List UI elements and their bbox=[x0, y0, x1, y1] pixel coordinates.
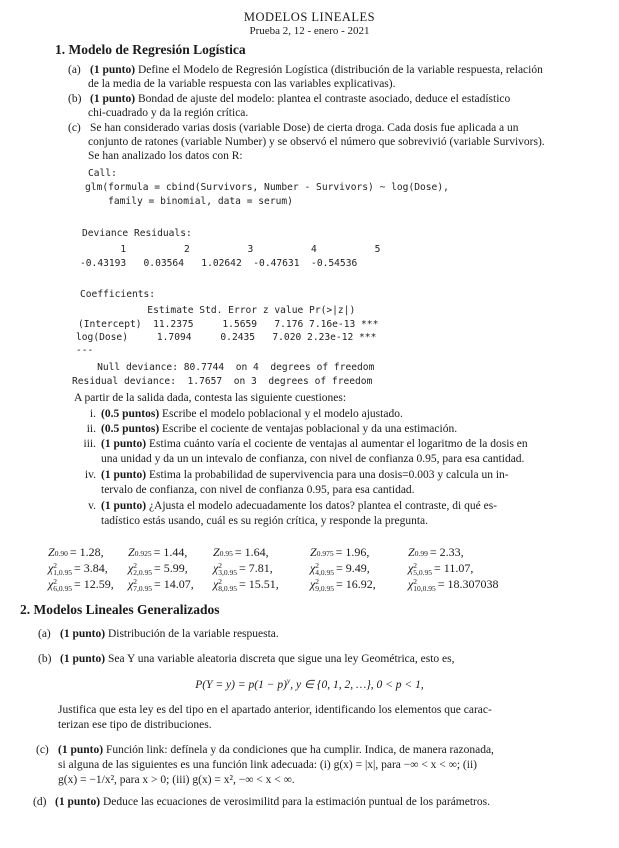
question-2b-justify: Justifica que esta ley es del tipo en el apartado anterior, identificando los elementos que carac- bbox=[58, 704, 492, 716]
r-residual-deviance: Residual deviance: 1.7657 on 3 degrees of freedom bbox=[72, 376, 373, 387]
item-label: iv. bbox=[84, 469, 96, 481]
question-iii bbox=[74, 438, 528, 451]
item-label: (b) bbox=[68, 93, 82, 105]
question-text: Escribe el cociente de ventajas poblacional y da una estimación. bbox=[162, 423, 458, 435]
quantile-superscript: 2 bbox=[133, 561, 138, 571]
formula-exponent: y bbox=[286, 676, 291, 686]
quantile-cell bbox=[310, 561, 370, 576]
document-subtitle: Prueba 2, 12 - enero - 2021 bbox=[249, 25, 370, 37]
question-v bbox=[74, 500, 497, 513]
quantile-value: = 3.84, bbox=[74, 561, 108, 575]
quantile-superscript: 2 bbox=[218, 561, 223, 571]
quantile-symbol: χ bbox=[213, 561, 219, 575]
question-text: conjunto de ratones (variable Number) y se observó el número que sobrevivió (variable Survivors). bbox=[88, 136, 545, 148]
quantile-symbol: Z bbox=[128, 545, 135, 559]
question-1a bbox=[68, 64, 543, 77]
quantile-cell bbox=[310, 545, 369, 560]
quantile-cell bbox=[48, 577, 114, 592]
question-text: Estima la probabilidad de supervivencia para una dosis=0.003 y calcula un in- bbox=[148, 469, 509, 481]
r-coef-separator: --- bbox=[76, 345, 94, 356]
quantile-value: = 1.96, bbox=[335, 545, 370, 559]
question-ii bbox=[74, 423, 457, 436]
item-label: i. bbox=[89, 408, 96, 420]
quantile-row bbox=[48, 545, 578, 561]
quantile-subscript: 0.975 bbox=[316, 548, 334, 558]
quantile-subscript: 10,0.95 bbox=[413, 584, 436, 594]
quantile-cell bbox=[213, 561, 273, 576]
quantile-cell bbox=[128, 545, 187, 560]
document-title: MODELOS LINEALES bbox=[243, 10, 376, 24]
question-text: ¿Ajusta el modelo adecuadamente los datos? plantea el contraste, di qué es- bbox=[148, 500, 497, 512]
question-iv bbox=[74, 469, 509, 482]
quantile-value: = 2.33, bbox=[429, 545, 464, 559]
questions-intro: A partir de la salida dada, contesta las siguiente cuestiones: bbox=[74, 392, 347, 404]
quantile-symbol: χ bbox=[213, 577, 219, 591]
quantile-cell bbox=[310, 577, 376, 592]
quantile-cell bbox=[48, 545, 104, 560]
question-text: tervalo de confianza, con nivel de confianza 0.95, para esa cantidad. bbox=[101, 484, 415, 496]
question-2a bbox=[38, 628, 279, 641]
points: (1 punto) bbox=[58, 744, 104, 756]
item-label: (c) bbox=[36, 744, 49, 756]
quantile-symbol: χ bbox=[408, 561, 414, 575]
r-coef-header: Estimate Std. Error z value Pr(>|z|) bbox=[78, 305, 356, 316]
question-text: Escribe el modelo poblacional y el modelo ajustado. bbox=[162, 408, 403, 420]
quantile-symbol: χ bbox=[48, 577, 54, 591]
item-label: ii. bbox=[86, 423, 96, 435]
quantile-subscript: 9,0.95 bbox=[315, 584, 335, 594]
quantile-cell bbox=[408, 577, 499, 592]
question-text: g(x) = −1/x², para x > 0; (iii) g(x) = x², −∞ < x < ∞. bbox=[58, 774, 295, 786]
quantile-superscript: 2 bbox=[413, 561, 418, 571]
section-1-heading bbox=[55, 42, 246, 58]
r-coef-row: (Intercept) 11.2375 1.5659 7.176 7.16e-13 *** bbox=[78, 319, 379, 330]
item-label: (d) bbox=[33, 796, 47, 808]
points: (1 punto) bbox=[60, 653, 106, 665]
quantile-superscript: 2 bbox=[413, 577, 418, 587]
quantile-table bbox=[48, 545, 578, 593]
item-label: iii. bbox=[83, 438, 96, 450]
quantile-subscript: 4,0.95 bbox=[315, 568, 335, 578]
r-null-deviance: Null deviance: 80.7744 on 4 degrees of freedom bbox=[74, 362, 375, 373]
item-label: (a) bbox=[38, 628, 51, 640]
question-2c bbox=[36, 744, 494, 757]
quantile-value: = 11.07, bbox=[434, 561, 474, 575]
quantile-row bbox=[48, 561, 578, 577]
quantile-symbol: χ bbox=[128, 577, 134, 591]
quantile-superscript: 2 bbox=[133, 577, 138, 587]
quantile-cell bbox=[408, 561, 473, 576]
points: (1 punto) bbox=[60, 628, 106, 640]
quantile-symbol: Z bbox=[408, 545, 415, 559]
r-call-line: glm(formula = cbind(Survivors, Number - Survivors) ~ log(Dose), bbox=[85, 182, 449, 193]
quantile-value: = 1.28, bbox=[69, 545, 104, 559]
section-title: Modelos Lineales Generalizados bbox=[33, 602, 220, 617]
points: (1 punto) bbox=[101, 469, 147, 481]
question-text: Deduce las ecuaciones de verosimilitd para la estimación puntual de los parámetros. bbox=[102, 796, 490, 808]
question-i bbox=[74, 408, 403, 421]
quantile-superscript: 2 bbox=[315, 577, 320, 587]
quantile-subscript: 0.99 bbox=[414, 548, 428, 558]
r-residuals-values: -0.43193 0.03564 1.02642 -0.47631 -0.54536 bbox=[80, 258, 358, 269]
quantile-subscript: 0.95 bbox=[219, 548, 233, 558]
question-text: Bondad de ajuste del modelo: plantea el contraste asociado, deduce el estadístico bbox=[137, 93, 511, 105]
quantile-subscript: 1,0.95 bbox=[53, 568, 73, 578]
quantile-subscript: 0.925 bbox=[134, 548, 152, 558]
quantile-row bbox=[48, 577, 578, 593]
r-residuals-label: Deviance Residuals: bbox=[82, 228, 192, 239]
quantile-value: = 5.99, bbox=[154, 561, 188, 575]
quantile-cell bbox=[48, 561, 108, 576]
question-1c bbox=[68, 122, 519, 135]
item-label: v. bbox=[88, 500, 96, 512]
quantile-superscript: 2 bbox=[218, 577, 223, 587]
section-number: 2. bbox=[20, 602, 31, 617]
r-call-line: family = binomial, data = serum) bbox=[85, 196, 293, 207]
item-label: (a) bbox=[68, 64, 81, 76]
quantile-value: = 7.81, bbox=[239, 561, 273, 575]
quantile-cell bbox=[213, 545, 269, 560]
points: (1 punto) bbox=[101, 438, 147, 450]
r-residuals-header: 1 2 3 4 5 bbox=[80, 244, 381, 255]
formula-lhs: P(Y = y) = p(1 − p) bbox=[195, 679, 287, 691]
r-coefficients-label: Coefficients: bbox=[80, 289, 156, 300]
quantile-value: = 16.92, bbox=[336, 577, 376, 591]
question-text: de la media de la variable respuesta con las variables explicativas). bbox=[88, 78, 396, 90]
question-2b bbox=[38, 653, 455, 666]
question-text: terizan ese tipo de distribuciones. bbox=[58, 719, 212, 731]
r-call-label: Call: bbox=[88, 168, 117, 179]
quantile-subscript: 7,0.95 bbox=[133, 584, 153, 594]
question-text: Función link: defínela y da condiciones que ha cumplir. Indica, de manera razonada, bbox=[105, 744, 494, 756]
quantile-symbol: χ bbox=[310, 561, 316, 575]
quantile-value: = 9.49, bbox=[336, 561, 370, 575]
question-1b bbox=[68, 93, 510, 106]
question-text: si alguna de las siguientes es una función link adecuada: (i) g(x) = |x|, para −∞ < x < ∞; (ii) bbox=[58, 759, 477, 771]
quantile-symbol: Z bbox=[310, 545, 317, 559]
item-label: (b) bbox=[38, 653, 52, 665]
question-text: una unidad y da un un intevalo de confianza, con nivel de confianza 0.95, para esa cantidad. bbox=[101, 453, 525, 465]
quantile-symbol: χ bbox=[128, 561, 134, 575]
quantile-symbol: χ bbox=[310, 577, 316, 591]
quantile-cell bbox=[128, 577, 194, 592]
quantile-symbol: Z bbox=[48, 545, 55, 559]
quantile-value: = 14.07, bbox=[154, 577, 194, 591]
quantile-superscript: 2 bbox=[53, 577, 58, 587]
points: (1 punto) bbox=[55, 796, 101, 808]
points: (0.5 puntos) bbox=[101, 408, 160, 420]
quantile-subscript: 3,0.95 bbox=[218, 568, 238, 578]
question-text: Define el Modelo de Regresión Logística (distribución de la variable respuesta, relación bbox=[137, 64, 543, 76]
quantile-subscript: 6,0.95 bbox=[53, 584, 73, 594]
quantile-subscript: 2,0.95 bbox=[133, 568, 153, 578]
section-title: Modelo de Regresión Logística bbox=[68, 42, 246, 57]
quantile-superscript: 2 bbox=[53, 561, 58, 571]
question-text: Distribución de la variable respuesta. bbox=[107, 628, 279, 640]
question-text: Sea Y una variable aleatoria discreta que sigue una ley Geométrica, esto es, bbox=[107, 653, 455, 665]
geometric-formula bbox=[0, 676, 619, 692]
quantile-value: = 1.44, bbox=[153, 545, 188, 559]
quantile-value: = 1.64, bbox=[234, 545, 269, 559]
points: (1 punto) bbox=[90, 93, 136, 105]
quantile-subscript: 5,0.95 bbox=[413, 568, 433, 578]
quantile-symbol: χ bbox=[408, 577, 414, 591]
points: (1 punto) bbox=[90, 64, 136, 76]
quantile-value: = 18.307038 bbox=[437, 577, 499, 591]
question-text: tadístico estás usando, cuál es su región crítica, y responde la pregunta. bbox=[101, 515, 429, 527]
quantile-value: = 12.59, bbox=[74, 577, 114, 591]
quantile-cell bbox=[128, 561, 188, 576]
quantile-symbol: Z bbox=[213, 545, 220, 559]
points: (0.5 puntos) bbox=[101, 423, 160, 435]
section-number: 1. bbox=[55, 42, 66, 57]
quantile-cell bbox=[408, 545, 464, 560]
question-text: chi-cuadrado y da la región crítica. bbox=[88, 107, 249, 119]
question-text: Estima cuánto varía el cociente de ventajas al aumentar el logaritmo de la dosis en bbox=[148, 438, 528, 450]
formula-rest: , y ∈ {0, 1, 2, …}, 0 < p < 1, bbox=[290, 679, 424, 691]
points: (1 punto) bbox=[101, 500, 147, 512]
section-2-heading bbox=[20, 602, 220, 618]
quantile-subscript: 0.90 bbox=[54, 548, 68, 558]
quantile-subscript: 8,0.95 bbox=[218, 584, 238, 594]
question-text: Se han considerado varias dosis (variable Dose) de cierta droga. Cada dosis fue aplicada a un bbox=[90, 122, 519, 134]
question-text: Se han analizado los datos con R: bbox=[88, 150, 243, 162]
item-label: (c) bbox=[68, 122, 81, 134]
quantile-cell bbox=[213, 577, 279, 592]
quantile-superscript: 2 bbox=[315, 561, 320, 571]
quantile-value: = 15.51, bbox=[239, 577, 279, 591]
quantile-symbol: χ bbox=[48, 561, 54, 575]
question-2d bbox=[33, 796, 490, 809]
r-coef-row: log(Dose) 1.7094 0.2435 7.020 2.23e-12 *** bbox=[76, 332, 377, 343]
